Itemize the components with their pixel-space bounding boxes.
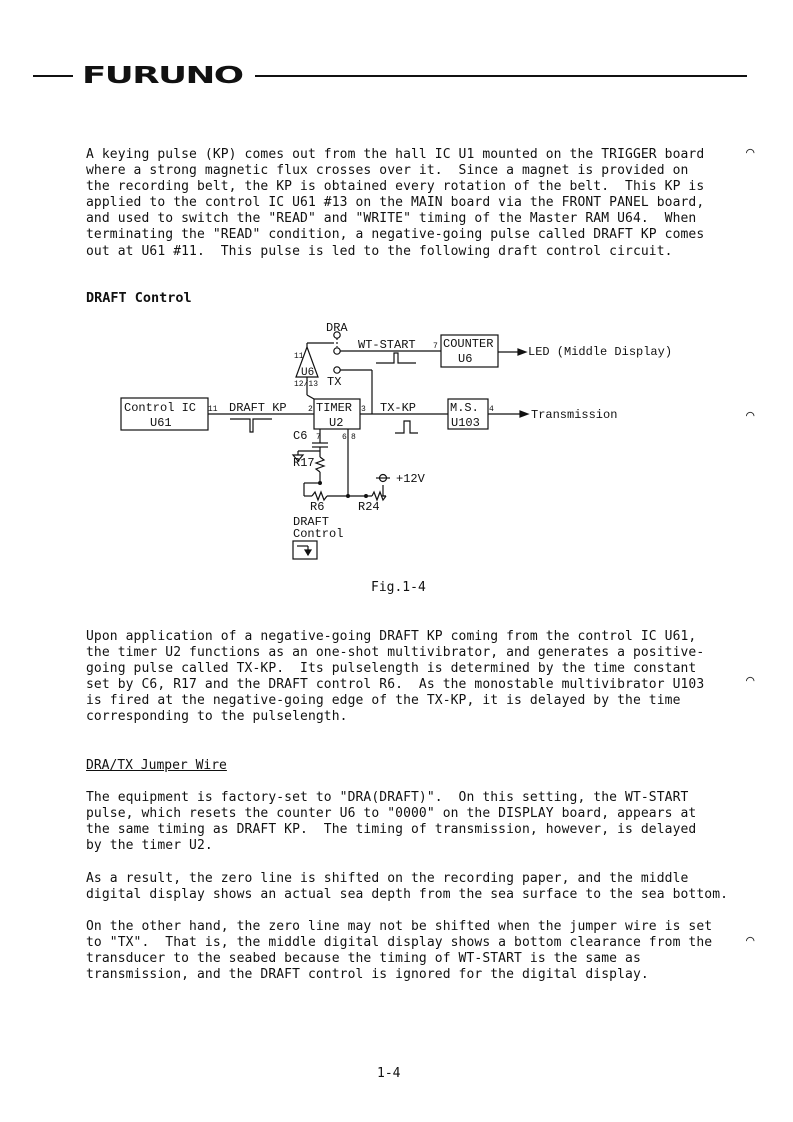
explanation-paragraph: Upon application of a negative-going DRAFT KP coming from the control IC U61, the timer U2 functions as an one-shot multivibrator, and generates a positive- going pulse called TX-KP. Its pulselength is determined by the time constant set by C6, R17 and the DRAFT control R6. As the monostable multivibrator U103 is fired at the negative-going edge of the TX-KP, it is delayed by the time corresponding to the pulselength. bbox=[86, 629, 705, 725]
jumper-paragraph-2: As a result, the zero line is shifted on the recording paper, and the middle digital display shows an actual sea depth from the sea surface to the sea bottom. bbox=[86, 871, 729, 903]
intro-paragraph: A keying pulse (KP) comes out from the hall IC U1 mounted on the TRIGGER board where a strong magnetic flux crosses over it. Since a magnet is provided on the recording belt, the KP is obtained every rotation of the belt. This KP is applied to the control IC U61 #13 on the MAIN board via the FRONT PANEL board, and used to switch the "READ" and "WRITE" timing of the Master RAM U64. When terminating the "READ" condition, a negative-going pulse called DRAFT KP comes out at U61 #11. This pulse is led to the following draft control circuit. bbox=[86, 147, 705, 259]
label-u6-counter: U6 bbox=[458, 352, 473, 366]
header-rule-left bbox=[33, 75, 73, 77]
page-number: 1-4 bbox=[377, 1066, 401, 1081]
margin-mark-4: ⌒ bbox=[746, 932, 755, 948]
label-pin-4: 4 bbox=[489, 405, 494, 414]
label-pin-8: 8 bbox=[351, 433, 356, 442]
margin-mark-2: ⌒ bbox=[746, 407, 755, 423]
draft-control-circuit-diagram bbox=[110, 315, 710, 567]
label-timer: TIMER bbox=[316, 401, 353, 415]
label-transmission: Transmission bbox=[531, 408, 618, 422]
label-pin-u6-in: 7 bbox=[433, 342, 438, 351]
label-wt-start: WT-START bbox=[358, 338, 416, 352]
furuno-logo: FURUNO bbox=[82, 63, 243, 89]
jumper-paragraph-1: The equipment is factory-set to "DRA(DRAFT)". On this setting, the WT-START pulse, which resets the counter U6 to "0000" on the DISPLAY board, appears at the same timing as DRAFT KP. The timing of transmission, however, is delayed by the timer U2. bbox=[86, 790, 697, 854]
label-led: LED (Middle Display) bbox=[528, 345, 673, 359]
label-draft: DRAFT bbox=[293, 515, 330, 529]
label-c6: C6 bbox=[293, 429, 308, 443]
label-pin-6: 6 bbox=[342, 433, 347, 442]
label-control: Control bbox=[293, 527, 344, 541]
label-r24: R24 bbox=[358, 500, 380, 514]
label-u103: U103 bbox=[451, 416, 480, 430]
figure-caption: Fig.1-4 bbox=[371, 580, 426, 595]
label-pin-1213: 12/13 bbox=[294, 380, 319, 389]
section-heading-draft-control: DRAFT Control bbox=[86, 290, 192, 306]
label-r17: R17 bbox=[293, 456, 315, 470]
margin-mark-1: ⌒ bbox=[746, 144, 755, 160]
label-ms: M.S. bbox=[450, 401, 479, 415]
section-heading-jumper: DRA/TX Jumper Wire bbox=[86, 758, 227, 773]
margin-mark-3: ⌒ bbox=[746, 672, 755, 688]
header-rule-right bbox=[255, 75, 747, 77]
jumper-paragraph-3: On the other hand, the zero line may not be shifted when the jumper wire is set to "TX". That is, the middle digital display shows a bottom clearance from the transducer to the seabed because the timing of WT-START is the same as transmission, and the DRAFT control is ignored for the digital display. bbox=[86, 919, 713, 983]
label-r6: R6 bbox=[310, 500, 325, 514]
label-pin-3: 3 bbox=[361, 405, 366, 414]
label-tx: TX bbox=[327, 375, 342, 389]
label-pin-11: 11 bbox=[208, 405, 218, 414]
label-draft-kp: DRAFT KP bbox=[229, 401, 287, 415]
label-pin-2: 2 bbox=[308, 405, 313, 414]
label-counter: COUNTER bbox=[443, 337, 494, 351]
label-u6-inverter: U6 bbox=[301, 367, 315, 379]
label-12v: +12V bbox=[396, 472, 425, 486]
label-tx-kp: TX-KP bbox=[380, 401, 417, 415]
label-u61: U61 bbox=[150, 416, 172, 430]
label-pin-7: 7 bbox=[316, 433, 321, 442]
label-control-ic: Control IC bbox=[124, 401, 197, 415]
label-dra: DRA bbox=[326, 321, 348, 335]
label-u2: U2 bbox=[329, 416, 344, 430]
label-pin-u6-small: 11 bbox=[294, 352, 304, 361]
